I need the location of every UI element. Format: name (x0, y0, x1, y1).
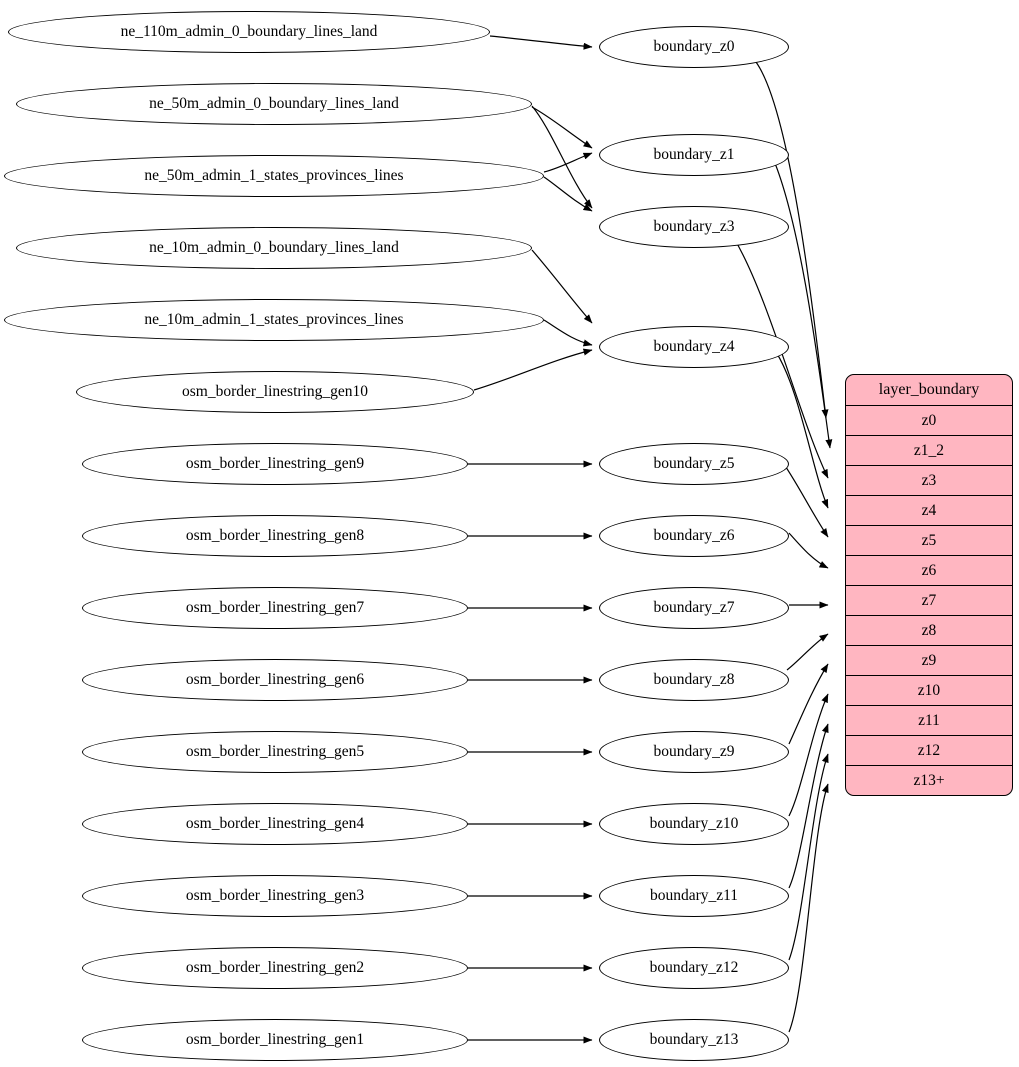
source-node[interactable] (76, 371, 474, 413)
source-node[interactable] (4, 155, 544, 197)
boundary-node[interactable] (599, 443, 789, 485)
boundary-node[interactable] (599, 1019, 789, 1061)
node-label: osm_border_linestring_gen3 (185, 887, 365, 905)
node-label: boundary_z12 (649, 959, 739, 977)
boundary-node[interactable] (599, 515, 789, 557)
layer-table-row-z7[interactable]: z7 (846, 585, 1012, 615)
source-node[interactable] (82, 515, 468, 557)
boundary-node[interactable] (599, 206, 789, 248)
node-label: osm_border_linestring_gen10 (182, 383, 368, 401)
node-label: boundary_z8 (653, 671, 735, 689)
boundary-node[interactable] (599, 947, 789, 989)
node-label: osm_border_linestring_gen4 (185, 815, 365, 833)
node-label: boundary_z9 (653, 743, 735, 761)
source-node[interactable] (82, 947, 468, 989)
source-node[interactable] (82, 1019, 468, 1061)
layer-table-row-z10[interactable]: z10 (846, 675, 1012, 705)
layer-table-row-z13plus[interactable]: z13+ (846, 765, 1012, 795)
node-label: boundary_z5 (653, 455, 735, 473)
layer-table-row-z4[interactable]: z4 (846, 495, 1012, 525)
node-label: osm_border_linestring_gen7 (185, 599, 365, 617)
node-label: osm_border_linestring_gen5 (185, 743, 365, 761)
source-node[interactable] (82, 443, 468, 485)
source-node[interactable] (82, 587, 468, 629)
layer-table-title: layer_boundary (878, 381, 980, 398)
source-node[interactable] (16, 83, 532, 125)
layer-table-row-z1_2[interactable]: z1_2 (846, 435, 1012, 465)
source-node[interactable] (82, 803, 468, 845)
layer-table-row-z12[interactable]: z12 (846, 735, 1012, 765)
node-label: osm_border_linestring_gen9 (185, 455, 365, 473)
source-node[interactable] (82, 659, 468, 701)
boundary-node[interactable] (599, 803, 789, 845)
node-label: boundary_z10 (649, 815, 739, 833)
layer-table-row-z6[interactable]: z6 (846, 555, 1012, 585)
node-label: ne_10m_admin_0_boundary_lines_land (149, 239, 399, 257)
source-node[interactable] (82, 731, 468, 773)
boundary-node[interactable] (599, 134, 789, 176)
node-label: ne_50m_admin_1_states_provinces_lines (144, 167, 404, 185)
layer-table-row-z5[interactable]: z5 (846, 525, 1012, 555)
layer-table-row-z3[interactable]: z3 (846, 465, 1012, 495)
boundary-node[interactable] (599, 659, 789, 701)
node-label: boundary_z3 (653, 218, 735, 236)
source-node[interactable] (16, 227, 532, 269)
source-node[interactable] (8, 11, 490, 53)
node-label: ne_50m_admin_0_boundary_lines_land (149, 95, 399, 113)
node-label: osm_border_linestring_gen2 (185, 959, 365, 977)
boundary-node[interactable] (599, 587, 789, 629)
node-label: boundary_z4 (653, 338, 735, 356)
node-label: boundary_z6 (653, 527, 735, 545)
boundary-node[interactable] (599, 26, 789, 68)
source-node[interactable] (4, 299, 544, 341)
node-label: osm_border_linestring_gen8 (185, 527, 365, 545)
node-label: osm_border_linestring_gen1 (185, 1031, 365, 1049)
layer-table-row-z0[interactable]: z0 (846, 405, 1012, 435)
node-label: boundary_z11 (649, 887, 739, 905)
source-node[interactable] (82, 875, 468, 917)
layer-table-row-z11[interactable]: z11 (846, 705, 1012, 735)
boundary-node[interactable] (599, 731, 789, 773)
node-label: boundary_z0 (653, 38, 735, 56)
node-label: ne_10m_admin_1_states_provinces_lines (144, 311, 404, 329)
layer-table-row-z9[interactable]: z9 (846, 645, 1012, 675)
layer-boundary-table[interactable] (845, 374, 1013, 796)
node-label: boundary_z1 (653, 146, 735, 164)
node-label: osm_border_linestring_gen6 (185, 671, 365, 689)
boundary-node[interactable] (599, 326, 789, 368)
node-label: ne_110m_admin_0_boundary_lines_land (120, 23, 378, 41)
node-label: boundary_z13 (649, 1031, 739, 1049)
node-label: boundary_z7 (653, 599, 735, 617)
layer-table-row-z8[interactable]: z8 (846, 615, 1012, 645)
boundary-node[interactable] (599, 875, 789, 917)
